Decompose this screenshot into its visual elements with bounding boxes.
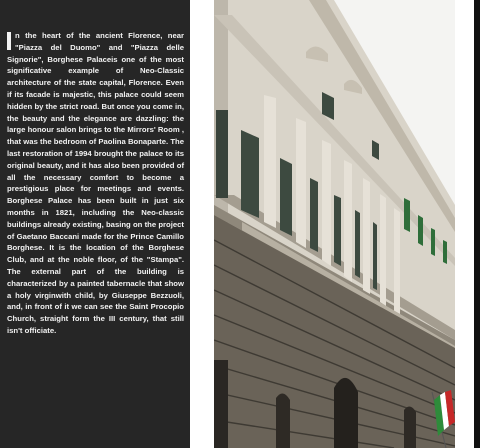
page-edge [474, 0, 480, 448]
drop-cap-bar [7, 32, 11, 50]
article-text-panel [0, 0, 190, 448]
palace-facade-illustration [214, 0, 455, 448]
article-body [7, 30, 184, 337]
article-paragraph: n the heart of the ancient Florence, near "Piazza del Duomo" and "Piazza delle Signorie", Borghese Palaceis one of the most significative example of Neo-Classic architecture of the state capital, Florence. Even if its facade is majestic, this palace could seem hidden by the strict road. But once you come in, the beauty and the elegance are dazzling: the large honour salon brings to the Mirrors' Room , that was the bedroom of Paolina Bonaparte. The last restoration of 1994 brought the palace to its original beauty, and it has also been provided of all the necessary comfort to become a prestigious place for meetings and events. Borghese Palace has been built in just six months in 1821, including the Neo-classic buildings already existing, basing on the project of Gaetano Baccani made for the Prince Camillo Borghese. It is the location of the Borghese Club, and at the noble floor, of the "Stampa". The external part of the building is characterized by a painted tabernacle that show a holy virginwith child, by Giuseppe Bezzuoli, and, in front of it we can see the Saint Procopio Church, straight form the III century, that still isn't officiate. [7, 31, 184, 335]
page-gutter [190, 0, 214, 448]
palace-facade-photo [214, 0, 455, 448]
